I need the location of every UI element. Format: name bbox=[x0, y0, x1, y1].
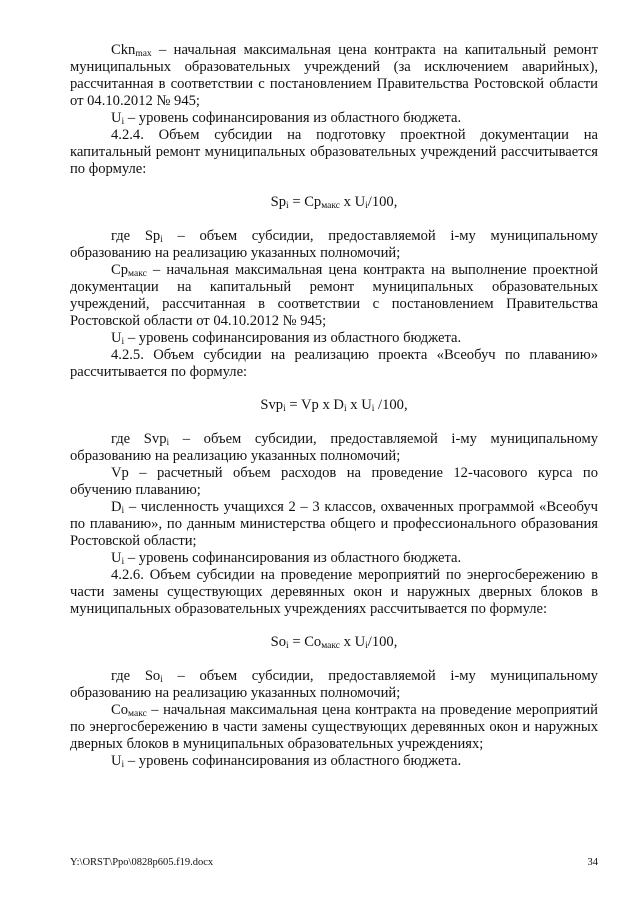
definition-text: – уровень софинансирования из областного бюджета. bbox=[124, 330, 462, 346]
symbol: где Svp bbox=[111, 431, 167, 447]
subscript: i bbox=[121, 760, 125, 770]
subscript: i bbox=[371, 404, 375, 414]
definition-text: – уровень софинансирования из областного бюджета. bbox=[124, 753, 462, 769]
symbol: U bbox=[111, 330, 122, 346]
subscript: i bbox=[121, 557, 125, 567]
document-body bbox=[70, 42, 598, 770]
formula-part: /100, bbox=[374, 397, 408, 413]
formula-part: x U bbox=[340, 634, 366, 650]
definition-text: – начальная максимальная цена контракта на капитальный ремонт муниципальных образовательных учреждений (за исключением аварийных), рассчитанная в соответствии с постановлением Правительства Ростовской области от 04.10.2012 № 945; bbox=[70, 42, 598, 109]
subscript: i bbox=[121, 117, 125, 127]
definition-svp bbox=[70, 431, 598, 465]
footer-file-path: Y:\ORST\Ppo\0828p605.f19.docx bbox=[70, 857, 214, 868]
formula-part: x U bbox=[346, 397, 372, 413]
formula-part: /100, bbox=[367, 194, 398, 210]
definition-di bbox=[70, 499, 598, 550]
formula-svp bbox=[70, 397, 598, 414]
formula-part: x U bbox=[340, 194, 366, 210]
definition-vp: Vp – расчетный объем расходов на проведение 12-часового курса по обучению плаванию; bbox=[70, 465, 598, 498]
definition-co bbox=[70, 702, 598, 753]
subscript: i bbox=[160, 235, 163, 245]
formula-part: = Cp bbox=[288, 194, 322, 210]
symbol: D bbox=[111, 499, 122, 515]
definition-text: – уровень софинансирования из областного бюджета. bbox=[124, 550, 462, 566]
definition-text: – объем субсидии, предоставляемой i-му муниципальному образованию на реализацию указанных полномочий; bbox=[70, 228, 598, 261]
definition-cp bbox=[70, 262, 598, 330]
symbol: U bbox=[111, 550, 122, 566]
formula-so bbox=[70, 634, 598, 651]
definition-ui bbox=[70, 330, 598, 347]
symbol: U bbox=[111, 110, 122, 126]
definition-sp bbox=[70, 228, 598, 262]
section-4-2-6: 4.2.6. Объем субсидии на проведение мероприятий по энергосбережению в части замены существующих деревянных окон и наружных дверных блоков в муниципальных образовательных учреждениях рассчитывается по формуле: bbox=[70, 567, 598, 617]
subscript: i bbox=[365, 641, 368, 651]
subscript: макс bbox=[321, 201, 340, 211]
symbol: U bbox=[111, 753, 122, 769]
symbol: где So bbox=[111, 668, 161, 684]
definition-ckn bbox=[70, 42, 598, 110]
symbol: где Sp bbox=[111, 228, 161, 244]
subscript: i bbox=[283, 404, 286, 414]
formula-part: So bbox=[270, 634, 287, 650]
symbol: Ckn bbox=[111, 42, 136, 58]
symbol: Cp bbox=[111, 262, 129, 278]
subscript: i bbox=[160, 675, 163, 685]
definition-text: – начальная максимальная цена контракта на проведение мероприятий по энергосбережению в части замены существующих деревянных окон и наружных дверных блоков в муниципальных образовательных учреждениях; bbox=[70, 702, 598, 752]
subscript: i bbox=[166, 438, 170, 448]
formula-part: Svp bbox=[260, 397, 284, 413]
definition-text: – объем субсидии, предоставляемой i-му муниципальному образованию на реализацию указанных полномочий; bbox=[70, 668, 598, 701]
section-4-2-5: 4.2.5. Объем субсидии на реализацию проекта «Всеобуч по плаванию» рассчитывается по формуле: bbox=[70, 347, 598, 380]
definition-ui bbox=[70, 550, 598, 567]
formula-part: /100, bbox=[367, 634, 398, 650]
subscript: i bbox=[121, 337, 125, 347]
definition-text: – уровень софинансирования из областного бюджета. bbox=[124, 110, 462, 126]
subscript: макс bbox=[128, 709, 147, 719]
formula-part: = Co bbox=[288, 634, 322, 650]
page-number: 34 bbox=[587, 857, 598, 868]
formula-part: Sp bbox=[270, 194, 287, 210]
subscript: i bbox=[286, 201, 289, 211]
subscript: i bbox=[121, 506, 125, 516]
definition-so bbox=[70, 668, 598, 702]
definition-ui bbox=[70, 753, 598, 770]
subscript: i bbox=[365, 201, 368, 211]
formula-sp bbox=[70, 194, 598, 211]
subscript: i bbox=[343, 404, 347, 414]
subscript: макс bbox=[321, 641, 340, 651]
subscript: i bbox=[286, 641, 289, 651]
subscript: макс bbox=[128, 269, 147, 279]
definition-text: – численность учащихся 2 – 3 классов, охваченных программой «Всеобуч по плаванию», по данным министерства общего и профессионального образования Ростовской области; bbox=[70, 499, 598, 549]
symbol: Co bbox=[111, 702, 129, 718]
definition-text: – начальная максимальная цена контракта на выполнение проектной документации на капитальный ремонт муниципальных образовательных учреждений, рассчитанная в соответствии с постановлением Правительства Ростовской области от 04.10.2012 № 945; bbox=[70, 262, 598, 329]
definition-ui bbox=[70, 110, 598, 127]
section-4-2-4: 4.2.4. Объем субсидии на подготовку проектной документации на капитальный ремонт муниципальных образовательных учреждений рассчитывается по формуле: bbox=[70, 127, 598, 177]
subscript: max bbox=[135, 49, 152, 59]
formula-part: = Vp x D bbox=[285, 397, 344, 413]
definition-text: – объем субсидии, предоставляемой i-му муниципальному образованию на реализацию указанных полномочий; bbox=[70, 431, 598, 464]
